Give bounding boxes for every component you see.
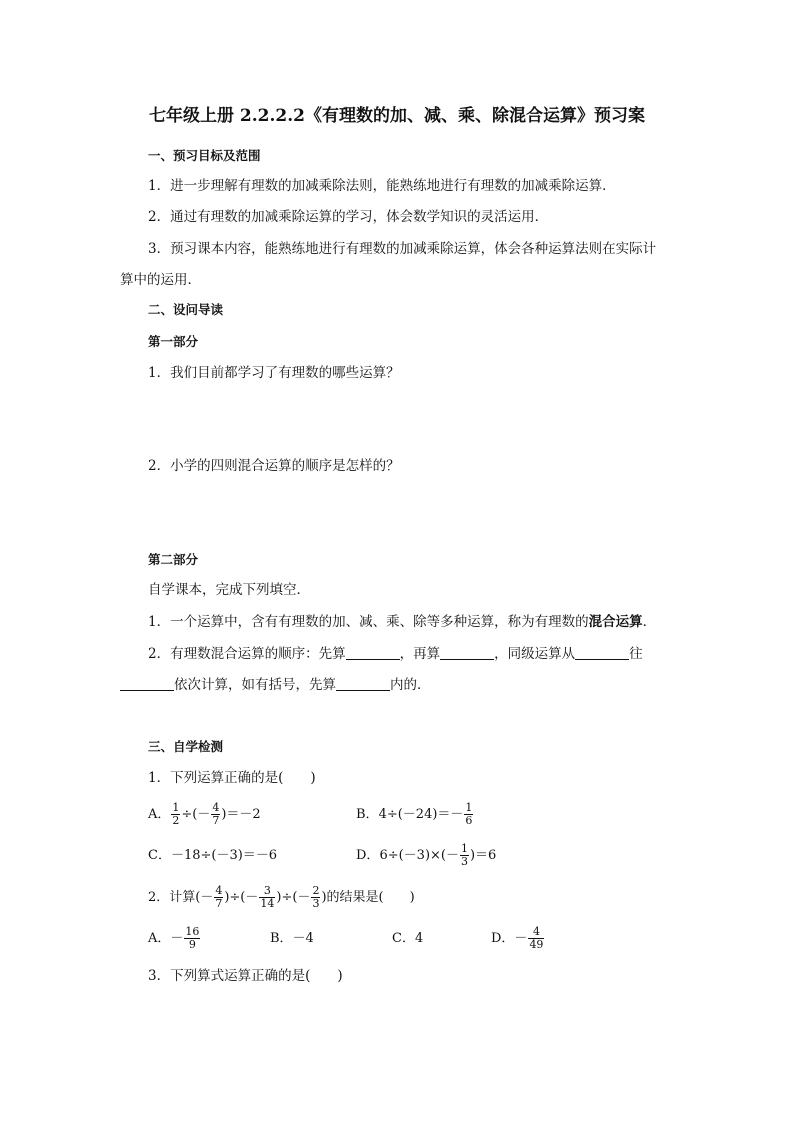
fill-item-2-continued <box>120 676 431 694</box>
check-question-1: 1．下列运算正确的是( ) <box>148 770 316 786</box>
page-title: 七年级上册 2.2.2.2《有理数的加、减、乘、除混合运算》预习案 <box>149 106 645 126</box>
goal-item-1: 1．进一步理解有理数的加减乘除法则，能熟练地进行有理数的加减乘除运算． <box>148 178 616 194</box>
fraction-denominator: 3 <box>312 897 320 910</box>
fraction-numerator: 4 <box>532 925 540 938</box>
q2-option-a-label: A．－ <box>148 931 184 946</box>
q2-operator-2: )÷(－ <box>276 890 311 905</box>
q2-operator-1: )÷(－ <box>224 890 259 905</box>
part-two-heading: 第二部分 <box>148 552 199 567</box>
q1-option-d-expr: 6÷(－3)×(－ <box>379 848 459 863</box>
fraction <box>259 885 275 910</box>
fraction <box>460 843 469 868</box>
fraction-numerator: 4 <box>215 884 223 897</box>
fraction <box>528 926 544 951</box>
q2-option-d-label: D．－ <box>491 931 528 946</box>
q1-option-d-result: )＝6 <box>469 848 497 863</box>
goal-item-2: 2．通过有理数的加减乘除运算的学习，体会数学知识的灵活运用． <box>148 209 549 225</box>
fraction-denominator: 9 <box>184 938 200 951</box>
section-heading-goals: 一、预习目标及范围 <box>148 148 261 163</box>
guide-question-2: 2．小学的四则混合运算的顺序是怎样的？ <box>148 458 400 474</box>
fill-item-2-text-d: 往 <box>629 646 643 662</box>
answer-blank-4[interactable] <box>120 676 174 691</box>
fraction-denominator: 6 <box>465 814 473 827</box>
section-heading-self-check: 三、自学检测 <box>148 739 224 754</box>
q2-option-d[interactable] <box>491 926 545 952</box>
key-term: 混合运算 <box>588 614 643 630</box>
goal-item-3: 3．预习课本内容，能熟练地进行有理数的加减乘除运算，体会各种运算法则在实际计 <box>148 241 657 257</box>
guide-question-1: 1．我们目前都学习了有理数的哪些运算？ <box>148 365 400 381</box>
fraction-numerator: 4 <box>212 801 220 814</box>
q1-option-b[interactable] <box>356 802 474 828</box>
fraction <box>184 926 200 951</box>
fill-item-1-end: ． <box>642 614 657 630</box>
q1-option-d-label: D． <box>356 848 380 863</box>
section-heading-guide: 二、设问导读 <box>148 302 224 317</box>
fraction-numerator: 1 <box>172 801 180 814</box>
fraction-denominator: 14 <box>260 897 275 910</box>
answer-blank-2[interactable] <box>440 645 494 660</box>
fill-item-1 <box>148 613 656 631</box>
fraction-numerator: 1 <box>465 801 473 814</box>
q2-option-c[interactable]: C．4 <box>392 931 424 946</box>
part-two-intro: 自学课本，完成下列填空． <box>148 582 310 598</box>
q1-option-a-label: A． <box>148 807 171 822</box>
q2-option-b[interactable]: B．－4 <box>270 931 314 946</box>
q1-option-a[interactable] <box>148 802 261 828</box>
fill-item-2 <box>148 645 643 663</box>
fraction <box>464 802 473 827</box>
q2-stem-start: 2．计算(－ <box>148 890 214 905</box>
fraction-denominator: 2 <box>172 814 180 827</box>
q1-option-a-result: )＝－2 <box>221 807 261 822</box>
fraction-denominator: 7 <box>212 814 220 827</box>
answer-blank-3[interactable] <box>575 645 629 660</box>
fraction-numerator: 3 <box>263 884 271 897</box>
fraction <box>214 885 223 910</box>
fraction-numerator: 16 <box>185 925 200 938</box>
fill-item-2-text-e: 依次计算，如有括号，先算 <box>174 677 336 693</box>
fill-item-2-text-b: ，再算 <box>399 646 441 662</box>
q1-option-a-expr: ÷(－ <box>181 807 211 822</box>
fraction-denominator: 49 <box>529 938 544 951</box>
answer-blank-1[interactable] <box>346 645 400 660</box>
fraction <box>171 802 180 827</box>
part-one-heading: 第一部分 <box>148 334 199 349</box>
fraction <box>211 802 220 827</box>
fill-item-2-text-f: 内的． <box>390 677 431 693</box>
fill-item-2-text-c: ，同级运算从 <box>494 646 576 662</box>
q1-option-b-label: B． <box>356 807 379 822</box>
answer-blank-5[interactable] <box>336 676 390 691</box>
check-question-3: 3．下列算式运算正确的是( ) <box>148 968 343 984</box>
fraction-denominator: 7 <box>215 897 223 910</box>
goal-item-3-continued: 算中的运用． <box>120 272 201 288</box>
fraction-numerator: 2 <box>312 884 320 897</box>
q1-option-d[interactable] <box>356 843 496 869</box>
fill-item-1-text: 1．一个运算中，含有有理数的加、减、乘、除等多种运算，称为有理数的 <box>148 614 589 630</box>
check-question-2 <box>148 885 415 911</box>
fill-item-2-text-a: 2．有理数混合运算的顺序：先算 <box>148 646 346 662</box>
fraction <box>311 885 320 910</box>
q2-option-a[interactable] <box>148 926 201 952</box>
q1-option-b-expr: 4÷(－24)＝－ <box>378 807 464 822</box>
fraction-numerator: 1 <box>460 842 468 855</box>
fraction-denominator: 3 <box>460 855 468 868</box>
q2-stem-end: )的结果是( ) <box>321 890 415 905</box>
q1-option-c[interactable]: C．－18÷(－3)＝－6 <box>148 848 278 863</box>
